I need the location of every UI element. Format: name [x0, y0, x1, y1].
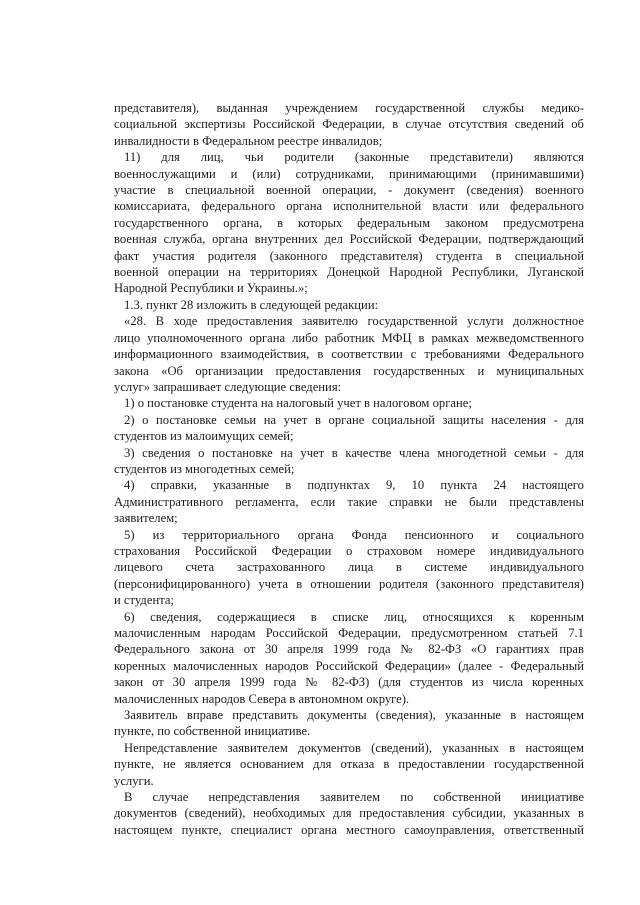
text-line: лицо уполномоченного органа либо работник МФЦ в рамках межведомственного	[114, 330, 584, 345]
text-line: 1.3. пункт 28 изложить в следующей редакции:	[124, 297, 379, 312]
text-line: настоящем пункте, специалист органа местного самоуправления, ответственный	[114, 822, 584, 837]
text-line: 5) из территориального органа Фонда пенсионного и социального	[124, 527, 584, 542]
text-line: пункте, по собственной инициативе.	[114, 724, 311, 739]
text-line: документов (сведений), необходимых для предоставления субсидии, указанных в	[114, 806, 584, 821]
text-line: пункте, не является основанием для отказа в предоставлении государственной	[114, 757, 584, 772]
document-body-text	[114, 100, 584, 838]
text-line: представителя), выданная учреждением государственной службы медико-	[114, 101, 584, 115]
text-line: услуги.	[114, 773, 154, 788]
text-line: инвалидности в Федеральном реестре инвалидов;	[114, 133, 383, 148]
text-line: услуг» запрашивает следующие сведения:	[114, 379, 342, 394]
text-line: закона «Об организации предоставления государственных и муниципальных	[114, 363, 584, 378]
text-line: (персонифицированного) учета в отношении родителя (законного представителя)	[114, 576, 584, 591]
text-line: 3) сведения о постановке на учет в качестве члена многодетной семьи - для	[124, 445, 584, 460]
text-line: факт участия родителя (законного представителя) студента в специальной	[114, 248, 584, 263]
text-line: 1) о постановке студента на налоговый учет в налоговом органе;	[124, 396, 472, 411]
text-line: 6) сведения, содержащиеся в списке лиц, относящихся к коренным	[124, 609, 584, 624]
text-line: социальной экспертизы Российской Федерации, в случае отсутствия сведений об	[114, 117, 584, 132]
text-line: 11) для лиц, чьи родители (законные представители) являются	[124, 150, 584, 165]
text-line: Федерального закона от 30 апреля 1999 года № 82-ФЗ «О гарантиях прав	[114, 642, 584, 657]
text-line: комиссариата, федерального органа исполнительной власти или федерального	[114, 199, 584, 214]
text-line: участие в специальной военной операции, - документ (сведения) военного	[114, 183, 584, 198]
text-line: государственного органа, в которых федеральным законом предусмотрена	[114, 215, 584, 230]
text-line: страхования Российской Федерации о страховом номере индивидуального	[114, 543, 584, 558]
text-line: «28. В ходе предоставления заявителю государственной услуги должностное	[124, 314, 584, 329]
text-line: Народной Республики и Украины.»;	[114, 281, 308, 296]
text-line: и студента;	[114, 593, 175, 608]
text-line: 2) о постановке семьи на учет в органе социальной защиты населения - для	[124, 412, 584, 427]
text-line: закон от 30 апреля 1999 года № 82-ФЗ) (для студентов из числа коренных	[114, 675, 584, 690]
text-line: военнослужащими и (или) сотрудниками, принимающими (принимавшими)	[114, 166, 584, 181]
text-line: В случае непредставления заявителем по собственной инициативе	[124, 790, 584, 805]
text-line: военной операции на территориях Донецкой Народной Республики, Луганской	[114, 265, 584, 280]
text-line: 4) справки, указанные в подпунктах 9, 10 пункта 24 настоящего	[124, 478, 584, 493]
text-line: малочисленных народов Севера в автономном округе).	[114, 691, 410, 706]
text-line: студентов из малоимущих семей;	[114, 429, 294, 444]
text-line: информационного взаимодействия, в соответствии с требованиями Федерального	[114, 347, 584, 362]
text-line: Административного регламента, если такие справки не были представлены	[114, 494, 584, 509]
text-line: студентов из многодетных семей;	[114, 461, 295, 476]
text-line: коренных малочисленных народов Российской Федерации» (далее - Федеральный	[114, 658, 584, 673]
text-line: военная служба, органа внутренних дел Российской Федерации, подтверждающий	[114, 232, 584, 247]
text-line: Заявитель вправе представить документы (сведения), указанные в настоящем	[124, 708, 584, 723]
text-line: Непредставление заявителем документов (сведений), указанных в настоящем	[124, 740, 584, 755]
text-line: заявителем;	[114, 511, 178, 526]
text-line: лицевого счета застрахованного лица в системе индивидуального	[114, 560, 584, 575]
text-line: малочисленным народам Российской Федерации, предусмотренном статьей 7.1	[114, 626, 584, 640]
